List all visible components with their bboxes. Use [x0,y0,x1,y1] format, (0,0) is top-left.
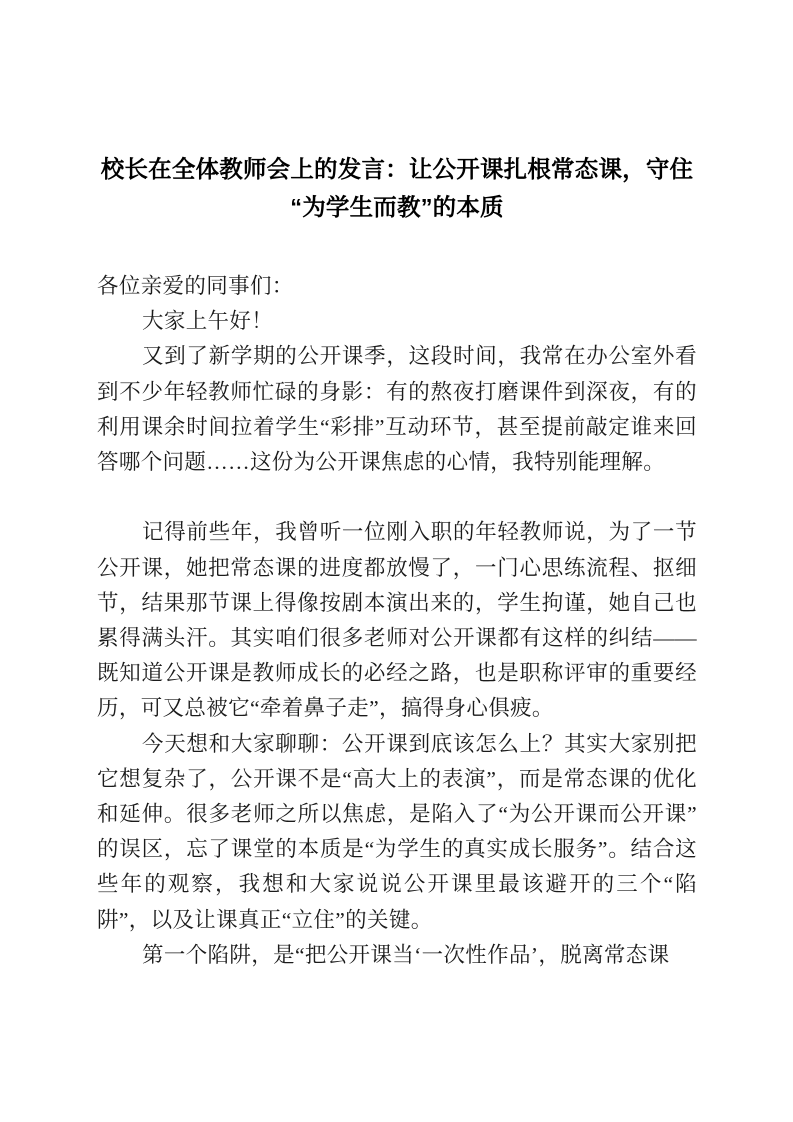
salutation: 各位亲爱的同事们： [97,274,294,298]
paragraph-1: 又到了新学期的公开课季，这段时间，我常在办公室外看到不少年轻教师忙碌的身影：有的熬夜打磨课件到深夜，有的利用课余时间拉着学生“彩排”互动环节，甚至提前敲定谁来回答哪个问题……这份为公开课焦虑的心情，我特别能理解。 [97,344,697,475]
salutation-block [97,226,697,304]
document-body [97,0,697,973]
paragraph-4: 第一个陷阱，是“把公开课当‘一次性作品’，脱离常态课 [142,942,670,967]
paragraph-3: 今天想和大家聊聊：公开课到底该怎么上？其实大家别把它想复杂了，公开课不是“高大上的表演”，而是常态课的优化和延伸。很多老师之所以焦虑，是陷入了“为公开课而公开课”的误区，忘了课堂的本质是“为学生的真实成长服务”。结合这些年的观察，我想和大家说说公开课里最该避开的三个“陷阱”，以及让课真正“立住”的关键。 [97,731,697,932]
paragraph-spacer [97,480,697,515]
paragraph-greeting: 大家上午好！ [142,309,274,334]
paragraph-2: 记得前些年，我曾听一位刚入职的年轻教师说，为了一节公开课，她把常态课的进度都放慢了，一门心思练流程、抠细节，结果那节课上得像按剧本演出来的，学生拘谨，她自己也累得满头汗。其实咱们很多老师对公开课都有这样的纠结——既知道公开课是教师成长的必经之路，也是职称评审的重要经历，可又总被它“牵着鼻子走”，搞得身心俱疲。 [97,520,697,721]
page-title: 校长在全体教师会上的发言：让公开课扎根常态课，守住“为学生而教”的本质 [100,156,694,220]
